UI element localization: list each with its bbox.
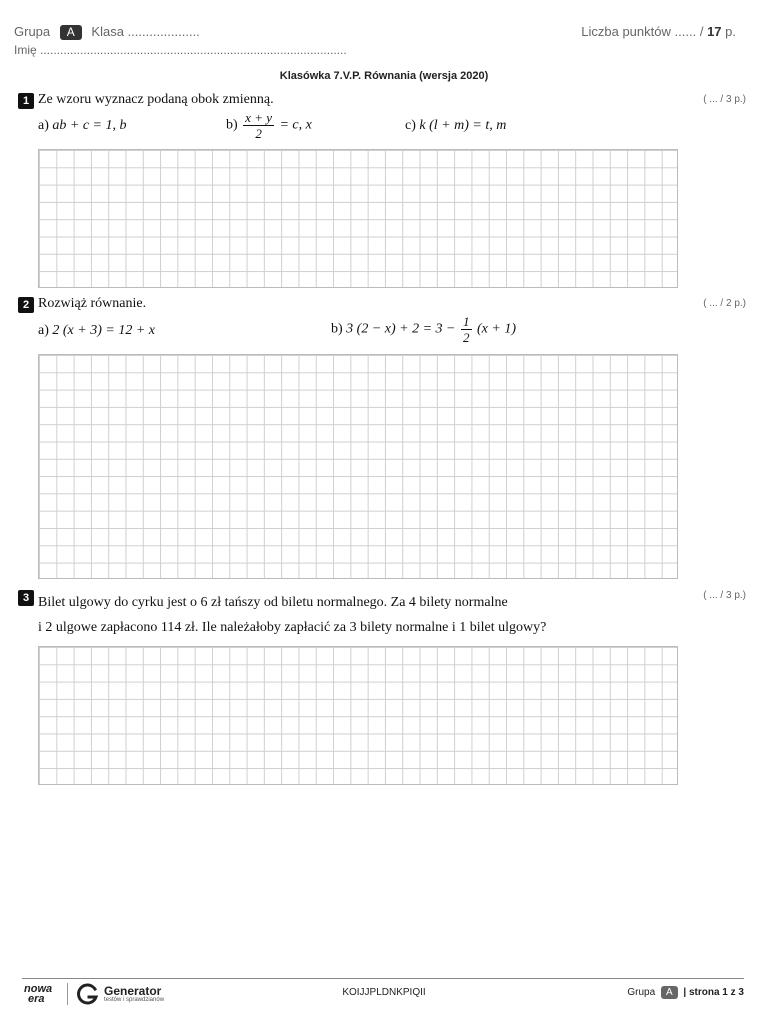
answer-grid-3[interactable] bbox=[38, 646, 678, 785]
footer-divider bbox=[22, 978, 744, 979]
q1-part-a bbox=[38, 118, 127, 134]
q2-b-fraction bbox=[461, 314, 472, 345]
q2-a-expression: 2 (x + 3) = 12 + x bbox=[52, 323, 155, 338]
klasa-field: .................... bbox=[127, 24, 200, 39]
q2-b-label: b) bbox=[331, 321, 343, 337]
q1-c-expression: k (l + m) = t, m bbox=[419, 118, 507, 133]
question-3-line-1: Bilet ulgowy do cyrku jest o 6 zł tańszy od biletu normalnego. Za 4 bilety normalne bbox=[38, 595, 508, 610]
question-2-score: ( ... / 2 p.) bbox=[703, 298, 746, 309]
q1-c-label: c) bbox=[405, 118, 416, 133]
q2-part-a bbox=[38, 323, 155, 339]
imie-label: Imię bbox=[14, 43, 37, 57]
imie-field: ............................................................................................ bbox=[40, 43, 347, 57]
points-unit: p. bbox=[725, 24, 736, 39]
footer-grupa-label: Grupa bbox=[627, 987, 656, 998]
generator-subtitle: testów i sprawdzianów bbox=[104, 997, 165, 1003]
header-group bbox=[14, 24, 200, 40]
q1-part-c bbox=[405, 118, 506, 134]
imie-row bbox=[14, 43, 347, 57]
logo-line-2: era bbox=[28, 993, 45, 1005]
q2-b-numerator: 1 bbox=[463, 314, 470, 329]
generator-title: Generator bbox=[104, 984, 162, 998]
question-3-number: 3 bbox=[18, 590, 34, 606]
page-title: Klasówka 7.V.P. Równania (wersja 2020) bbox=[279, 70, 489, 82]
points-box bbox=[581, 24, 736, 39]
page-number: | strona 1 z 3 bbox=[683, 987, 744, 998]
klasa-label: Klasa bbox=[91, 24, 124, 39]
test-code: KOIJJPLDNKPIQII bbox=[342, 987, 426, 998]
answer-grid-2[interactable] bbox=[38, 354, 678, 579]
question-2-number: 2 bbox=[18, 297, 34, 313]
q1-part-b bbox=[226, 110, 312, 141]
q2-b-left: 3 (2 − x) + 2 = 3 − bbox=[346, 321, 456, 337]
points-max: 17 bbox=[707, 24, 722, 39]
q1-b-numerator: x + y bbox=[245, 110, 272, 125]
question-2-text: Rozwiąż równanie. bbox=[38, 296, 147, 311]
question-1-number: 1 bbox=[18, 93, 34, 109]
grupa-badge: A bbox=[60, 25, 82, 40]
grupa-label: Grupa bbox=[14, 24, 51, 39]
answer-grid-1[interactable] bbox=[38, 149, 678, 288]
points-separator: / bbox=[699, 24, 704, 39]
question-3-line-2: i 2 ulgowe zapłacono 114 zł. Ile należałoby zapłacić za 3 bilety normalne i 1 bilet ulgowy? bbox=[38, 620, 547, 635]
question-1-text: Ze wzoru wyznacz podaną obok zmienną. bbox=[38, 92, 274, 107]
footer-grupa-badge: A bbox=[661, 986, 678, 999]
points-label: Liczba punktów bbox=[581, 24, 671, 39]
q1-b-fraction bbox=[243, 110, 274, 141]
question-1-score: ( ... / 3 p.) bbox=[703, 94, 746, 105]
page-info bbox=[627, 986, 744, 999]
q1-a-expression: ab + c = 1, b bbox=[52, 118, 127, 133]
points-field: ...... bbox=[674, 24, 697, 39]
logo-line-1: nowa bbox=[24, 983, 53, 995]
q1-a-label: a) bbox=[38, 118, 49, 133]
q1-b-rest: = c, x bbox=[279, 117, 312, 133]
q2-part-b bbox=[331, 314, 516, 345]
q1-b-label: b) bbox=[226, 117, 238, 133]
q2-b-denominator: 2 bbox=[463, 330, 470, 345]
q2-b-right: (x + 1) bbox=[477, 321, 516, 337]
question-3-score: ( ... / 3 p.) bbox=[703, 590, 746, 601]
q2-a-label: a) bbox=[38, 323, 49, 338]
q1-b-denominator: 2 bbox=[255, 126, 262, 141]
